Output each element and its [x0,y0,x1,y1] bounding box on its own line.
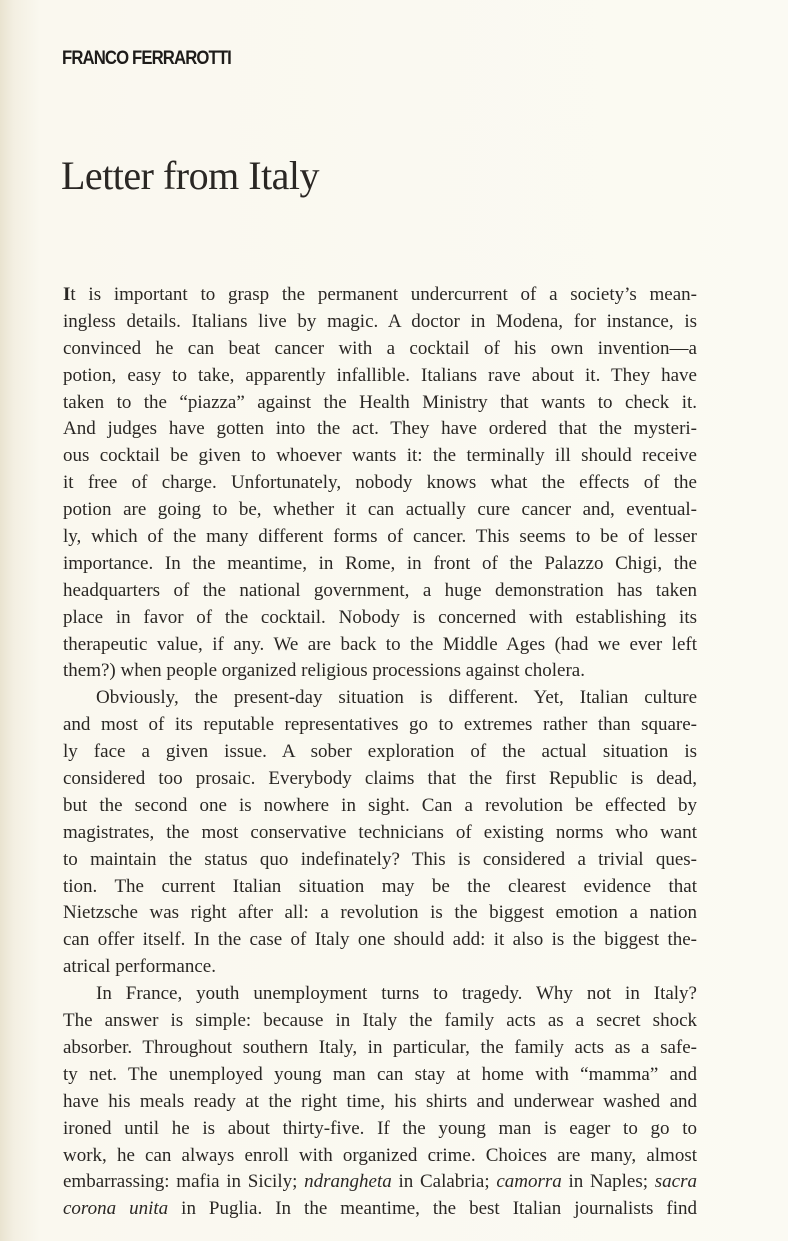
text-line [63,282,697,309]
text-line: it free of charge. Unfortunately, nobody knows what the effects of the [63,472,697,494]
text-segment: in Puglia. In the meantime, the best Italian journalists find [168,1198,697,1220]
paragraph [63,981,697,1223]
text-line [63,1196,697,1223]
text-line: importance. In the meantime, in Rome, in front of the Palazzo Chigi, the [63,552,697,574]
text-line: taken to the “piazza” against the Health Ministry that wants to check it. [63,391,697,413]
text-line: ingless details. Italians live by magic. A doctor in Modena, for instance, is [63,310,697,332]
text-line: potion are going to be, whether it can actually cure cancer and, eventual- [63,499,697,521]
text-line: ty net. The unemployed young man can stay at home with “mamma” and [63,1063,697,1085]
italic-term: sacra [654,1171,697,1193]
text-line: And judges have gotten into the act. They have ordered that the mysteri- [63,418,697,440]
text-line: tion. The current Italian situation may be the clearest evidence that [63,875,697,897]
article-title: Letter from Italy [61,153,320,198]
text-line: ironed until he is about thirty-five. If the young man is eager to go to [63,1117,697,1139]
text-line: The answer is simple: because in Italy the family acts as a secret shock [63,1010,697,1032]
text-line: work, he can always enroll with organized crime. Choices are many, almost [63,1144,697,1166]
text-line: convinced he can beat cancer with a cocktail of his own invention—a [63,337,697,359]
text-line: them?) when people organized religious processions against cholera. [63,660,585,682]
text-line: and most of its reputable representatives go to extremes rather than square- [63,714,697,736]
text-line: but the second one is nowhere in sight. Can a revolution be effected by [63,794,697,816]
article-body [63,282,697,1223]
paragraph [63,282,697,685]
text-segment: embarrassing: mafia in Sicily; [63,1171,305,1193]
italic-term: camorra [496,1171,562,1193]
text-segment: in Calabria; [391,1171,497,1193]
text-line: Nietzsche was right after all: a revolution is the biggest emotion a nation [63,902,697,924]
text-line: magistrates, the most conservative technicians of existing norms who want [63,821,697,843]
text-line: headquarters of the national government, a huge demonstration has taken [63,579,697,601]
text-line: In France, youth unemployment turns to tragedy. Why not in Italy? [96,983,697,1005]
text-line: atrical performance. [63,956,216,978]
text-line: therapeutic value, if any. We are back to the Middle Ages (had we ever left [63,633,697,655]
text-line: potion, easy to take, apparently infallible. Italians rave about it. They have [63,364,697,386]
text-line: to maintain the status quo indefinately? This is considered a trivial ques- [63,848,697,870]
text-line: considered too prosaic. Everybody claims that the first Republic is dead, [63,768,697,790]
text-line: ly, which of the many different forms of cancer. This seems to be of lesser [63,526,697,548]
text-line: place in favor of the cocktail. Nobody is concerned with establishing its [63,606,697,628]
italic-term: ndrangheta [304,1171,392,1193]
paragraph [63,685,697,981]
text-line: absorber. Throughout southern Italy, in particular, the family acts as a safe- [63,1036,697,1058]
text-line [63,1169,697,1196]
text-line: have his meals ready at the right time, his shirts and underwear washed and [63,1090,697,1112]
text-line: Obviously, the present-day situation is different. Yet, Italian culture [96,687,697,709]
text-segment: in Naples; [561,1171,655,1193]
drop-initial: I [63,284,71,305]
text-segment: t is important to grasp the permanent undercurrent of a society’s mean- [70,284,697,305]
text-line: ly face a given issue. A sober exploration of the actual situation is [63,741,697,763]
running-header-author: FRANCO FERRAROTTI [62,48,231,69]
text-line: can offer itself. In the case of Italy one should add: it also is the biggest the- [63,929,697,951]
italic-term: corona unita [63,1198,169,1220]
text-line: ous cocktail be given to whoever wants it: the terminally ill should receive [63,445,697,467]
